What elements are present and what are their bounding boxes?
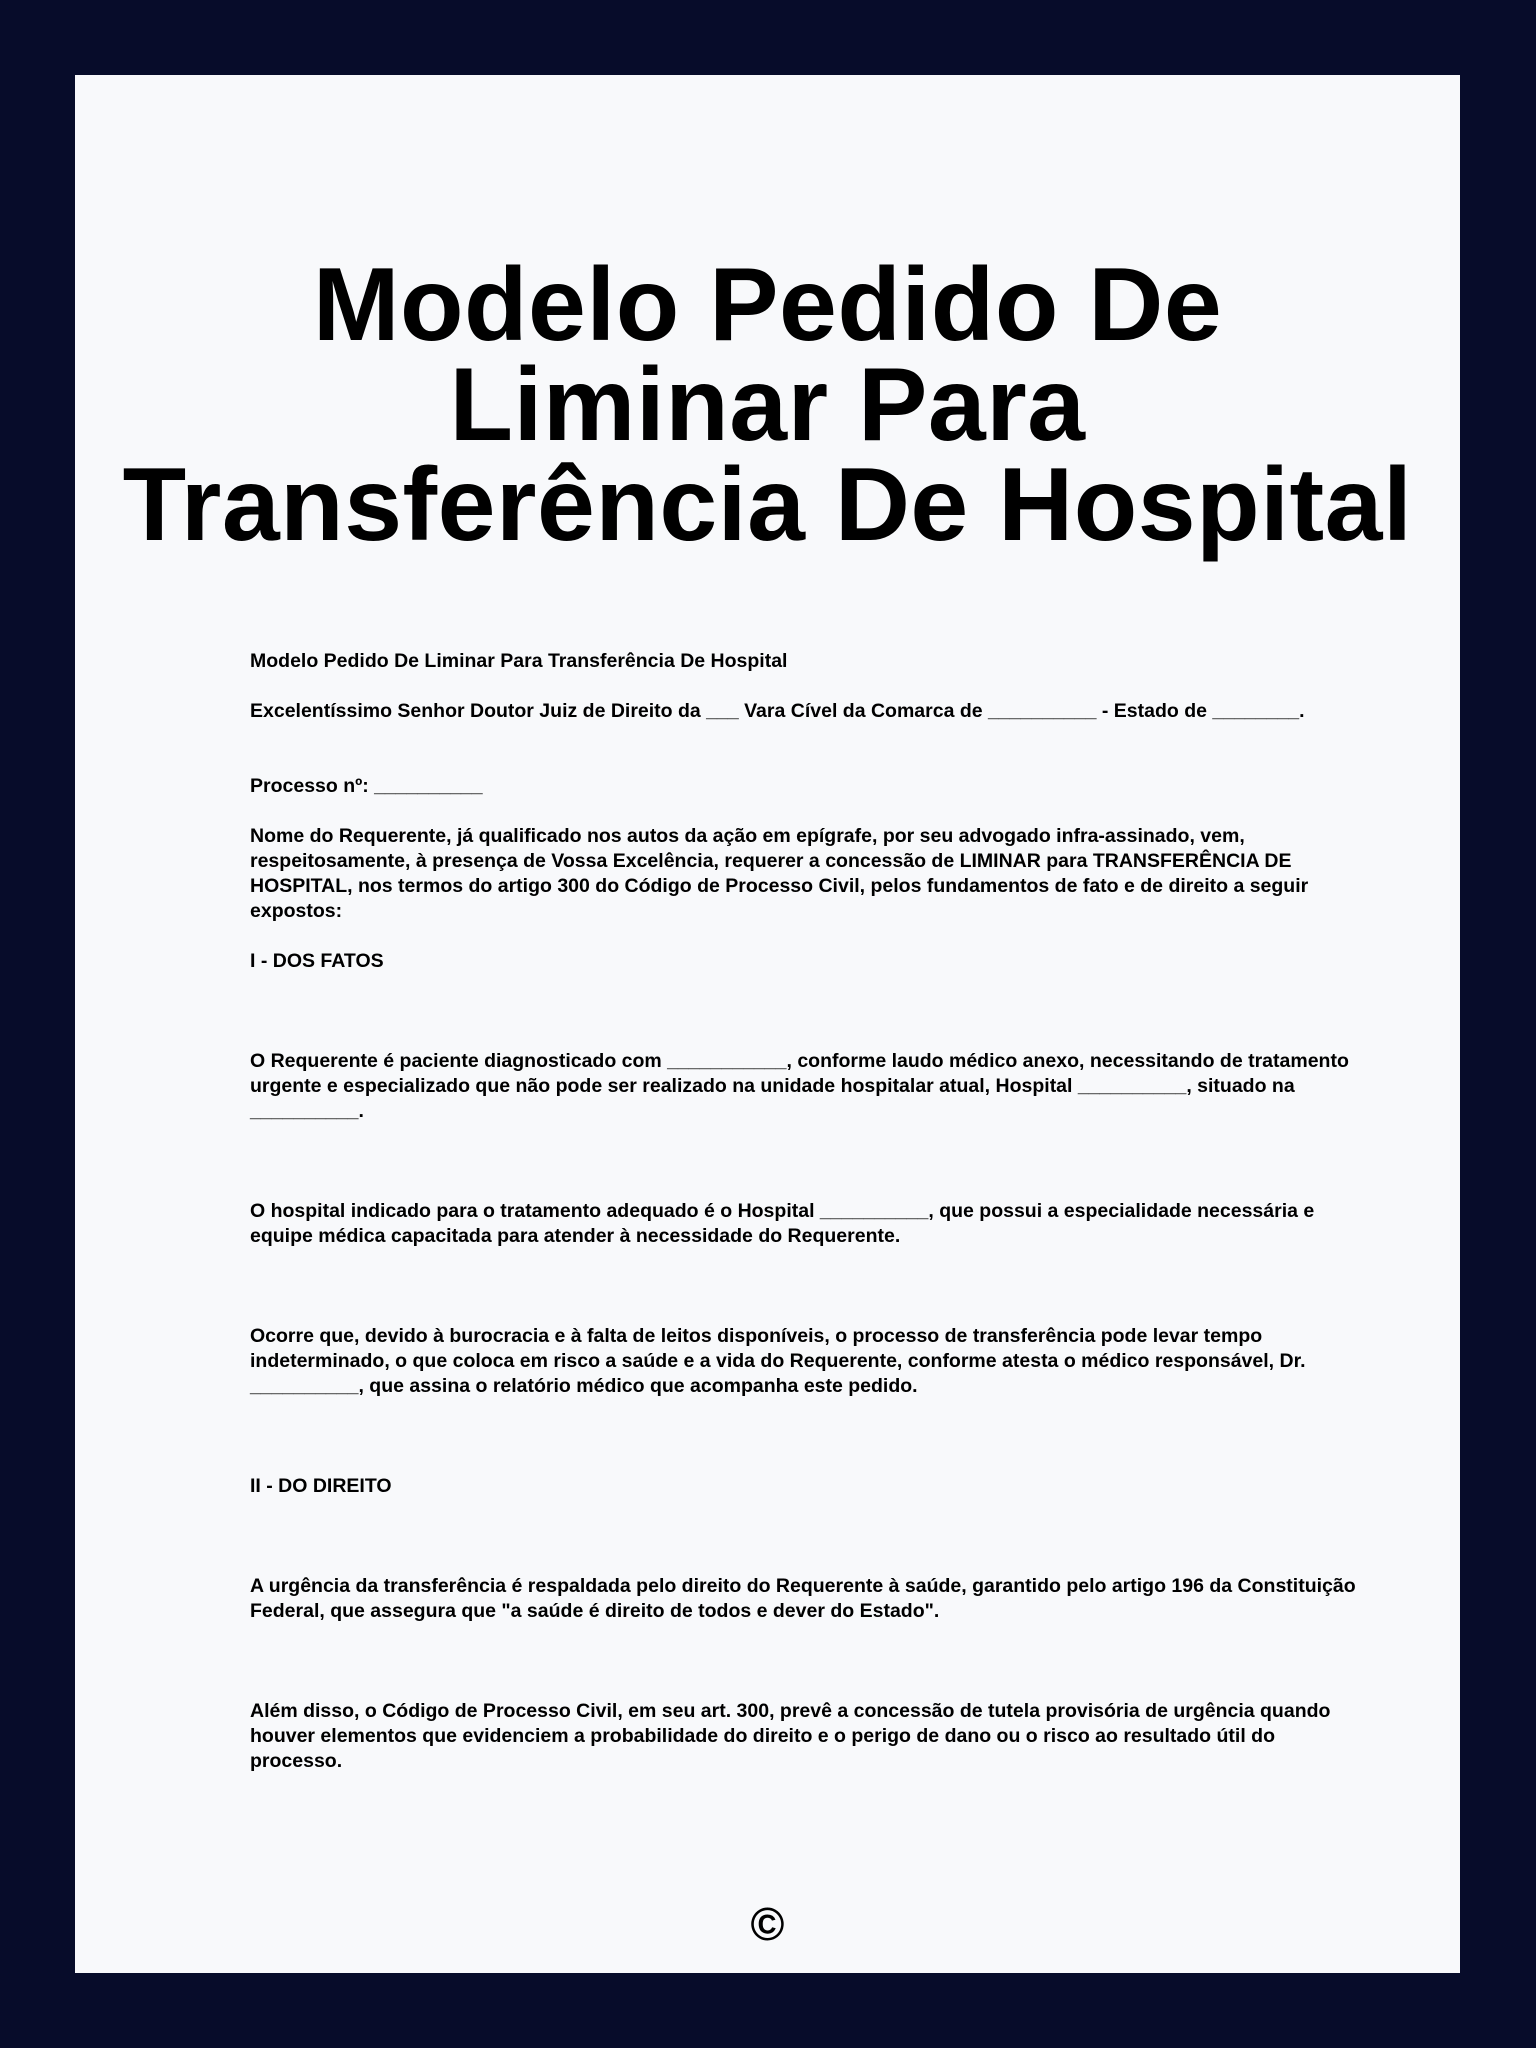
facts-paragraph-3: Ocorre que, devido à burocracia e à falta de leitos disponíveis, o processo de transferência pode levar tempo indeterminado, o que coloca em risco a saúde e a vida do Requerente, conforme atesta o médico responsável, Dr. __________, que assina o relatório médico que acompanha este pedido. — [250, 1325, 1306, 1397]
facts-paragraph-1: O Requerente é paciente diagnosticado com ___________, conforme laudo médico anexo, necessitando de tratamento urgente e especializado que não pode ser realizado na unidade hospitalar atual, Hospital __________, situado na __________. — [250, 1050, 1349, 1122]
process-number: Processo nº: __________ — [250, 775, 483, 797]
copyright-icon: © — [750, 1898, 785, 1950]
section-heading-law: II - DO DIREITO — [250, 1475, 392, 1497]
facts-paragraph-2: O hospital indicado para o tratamento adequado é o Hospital __________, que possui a especialidade necessária e equipe médica capacitada para atender à necessidade do Requerente. — [250, 1200, 1315, 1247]
section-heading-facts: I - DOS FATOS — [250, 950, 384, 972]
intro-paragraph: Nome do Requerente, já qualificado nos autos da ação em epígrafe, por seu advogado infra-assinado, vem, respeitosamente, à presença de Vossa Excelência, requerer a concessão de LIMINAR para TRANSFERÊNCIA DE HOSPITAL, nos termos do artigo 300 do Código de Processo Civil, pelos fundamentos de fato e de direito a seguir expostos: — [250, 825, 1309, 922]
addressee-paragraph: Excelentíssimo Senhor Doutor Juiz de Direito da ___ Vara Cível da Comarca de __________ - Estado de ________. — [250, 700, 1305, 722]
law-paragraph-2: Além disso, o Código de Processo Civil, em seu art. 300, prevê a concessão de tutela provisória de urgência quando houver elementos que evidenciem a probabilidade do direito e o perigo de dano ou o risco ao resultado útil do processo. — [250, 1700, 1331, 1772]
document-title: Modelo Pedido De Liminar Para Transferência De Hospital — [122, 247, 1413, 563]
law-paragraph-1: A urgência da transferência é respaldada pelo direito do Requerente à saúde, garantido pelo artigo 196 da Constituição Federal, que assegura que "a saúde é direito de todos e dever do Estado". — [250, 1575, 1356, 1622]
body-heading: Modelo Pedido De Liminar Para Transferência De Hospital — [250, 650, 788, 672]
document-page — [75, 75, 1460, 1973]
